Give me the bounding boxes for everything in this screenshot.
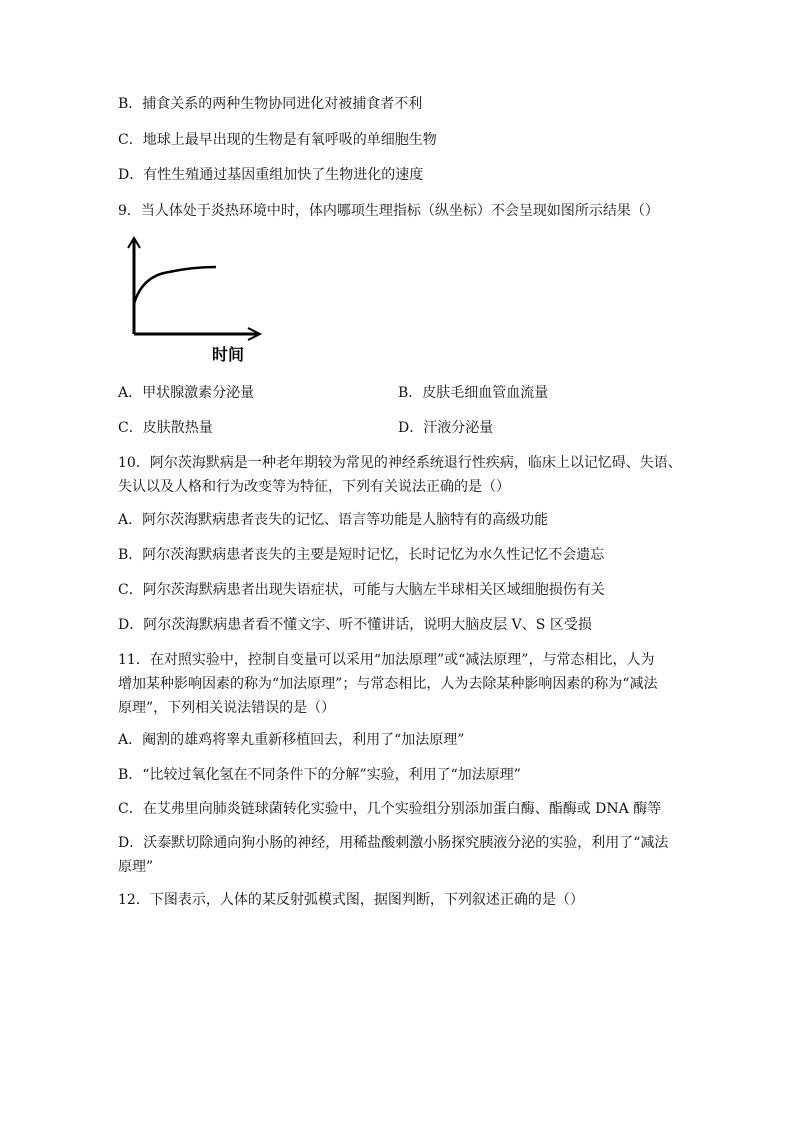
q9-option-b: B．皮肤毛细血管血流量: [398, 385, 549, 401]
q11-stem-line-1: 11．在对照实验中，控制自变量可以采用“加法原理”或“减法原理”，与常态相比，人为: [118, 652, 655, 668]
q10-option-a: A．阿尔茨海默病患者丧失的记忆、语言等功能是人脑特有的高级功能: [118, 512, 549, 528]
q9-option-c: C．皮肤散热量: [118, 420, 213, 436]
q9-curve-graph: [124, 234, 264, 364]
q11-stem-line-2: 增加某种影响因素的称为“加法原理”；与常态相比，人为去除某种影响因素的称为“减法: [118, 676, 658, 692]
q8-option-d: D．有性生殖通过基因重组加快了生物进化的速度: [118, 167, 424, 183]
q10-option-d: D．阿尔茨海默病患者看不懂文字、听不懂讲话，说明大脑皮层 V、S 区受损: [118, 617, 592, 633]
q12-stem: 12．下图表示，人体的某反射弧模式图，据图判断，下列叙述正确的是（）: [118, 892, 584, 908]
q11-stem-line-3: 原理”，下列相关说法错误的是（）: [118, 700, 336, 716]
q10-stem-line-2: 失认以及人格和行为改变等为特征，下列有关说法正确的是（）: [118, 479, 510, 495]
q9-option-d: D．汗液分泌量: [398, 420, 494, 436]
q10-stem-line-1: 10．阿尔茨海默病是一种老年期较为常见的神经系统退行性疾病，临床上以记忆碍、失语、: [118, 455, 682, 471]
q8-option-c: C．地球上最早出现的生物是有氧呼吸的单细胞生物: [118, 132, 437, 148]
q11-option-c: C．在艾弗里向肺炎链球菌转化实验中，几个实验组分别添加蛋白酶、酯酶或 DNA 酶等: [118, 801, 662, 817]
q11-option-a: A．阉割的雄鸡将睾丸重新移植回去，利用了“加法原理”: [118, 732, 465, 748]
q9-option-a: A．甲状腺激素分泌量: [118, 385, 255, 401]
q10-option-c: C．阿尔茨海默病患者出现失语症状，可能与大脑左半球相关区域细胞损伤有关: [118, 582, 605, 598]
q11-option-d-line-1: D．沃泰默切除通向狗小肠的神经，用稀盐酸刺激小肠探究胰液分泌的实验，利用了“减法: [118, 835, 669, 851]
q8-option-b: B．捕食关系的两种生物协同进化对被捕食者不利: [118, 96, 423, 112]
q11-option-b: B．“比较过氧化氢在不同条件下的分解”实验，利用了“加法原理”: [118, 767, 521, 783]
rising-saturating-curve: [134, 267, 216, 304]
q11-option-d-line-2: 原理”: [118, 859, 154, 875]
q9-curve-figure: [124, 234, 264, 364]
q9-stem: 9．当人体处于炎热环境中时，体内哪项生理指标（纵坐标）不会呈现如图所示结果（）: [118, 203, 659, 219]
q10-option-b: B．阿尔茨海默病患者丧失的主要是短时记忆，长时记忆为水久性记忆不会遗忘: [118, 547, 605, 563]
x-axis-label: 时间: [212, 345, 245, 364]
